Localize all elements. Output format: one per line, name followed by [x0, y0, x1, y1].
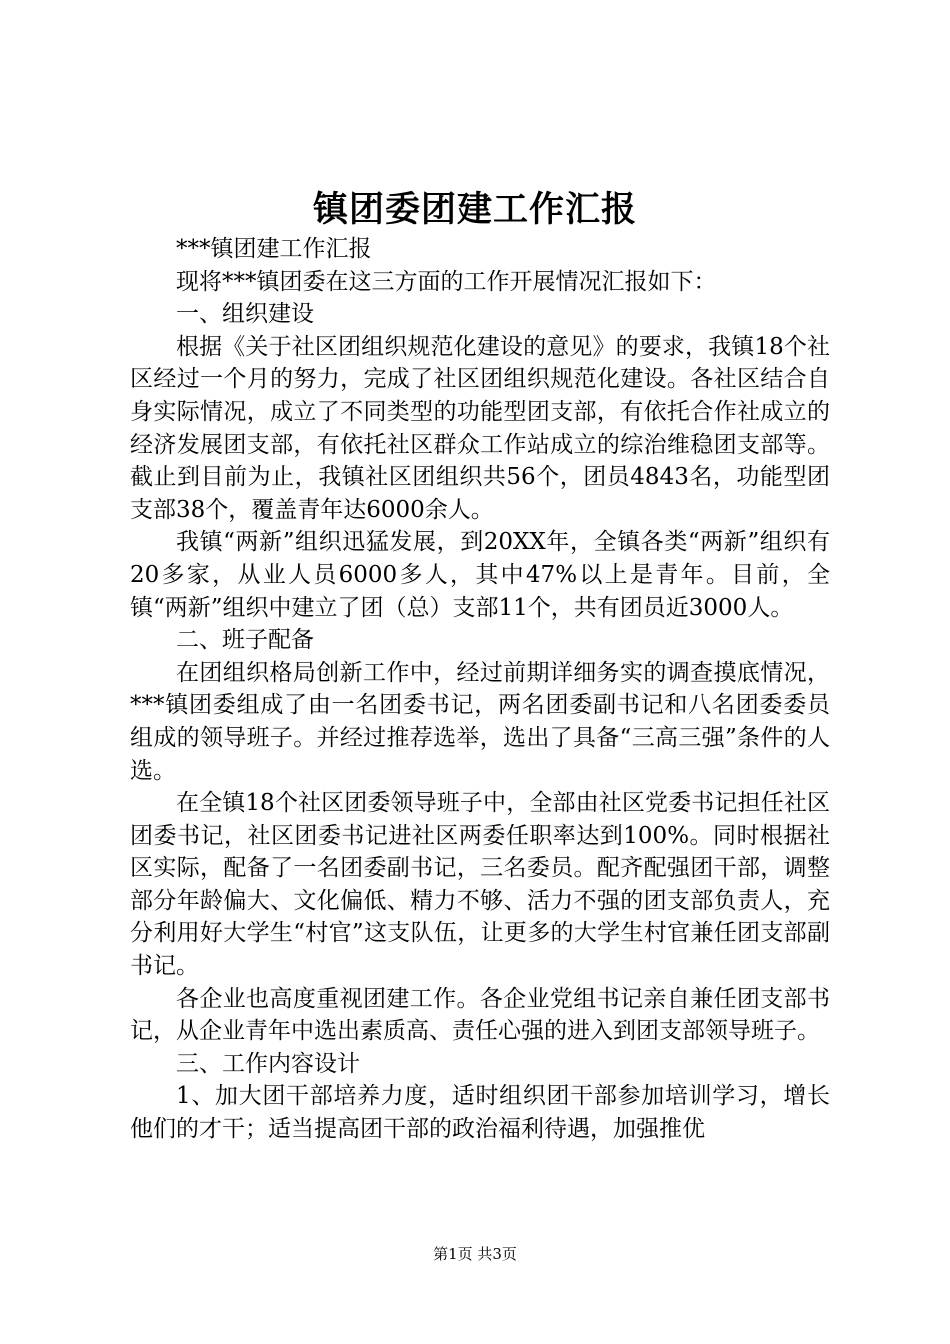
paragraph-intro: 现将***镇团委在这三方面的工作开展情况汇报如下：: [176, 268, 717, 295]
document-title: 镇团委团建工作汇报: [312, 189, 637, 230]
document-body: [130, 233, 830, 1146]
paragraph: 在全镇18个社区团委领导班子中，全部由社区党委书记担任社区团委书记，社区团委书记进社区两委任职率达到100%。同时根据社区实际，配备了一名团委副书记，三名委员。配齐配强团干部，调整部分年龄偏大、文化偏低、精力不够、活力不强的团支部负责人，充分利用好大学生“村官”这支队伍，让更多的大学生村官兼任团支部副书记。: [130, 790, 830, 980]
section-heading-2: 二、班子配备: [176, 627, 314, 654]
section-heading-1: 一、组织建设: [176, 301, 314, 328]
paragraph: 各企业也高度重视团建工作。各企业党组书记亲自兼任团支部书记，从企业青年中选出素质高、责任心强的进入到团支部领导班子。: [130, 985, 830, 1045]
page-footer: 第1页 共3页: [433, 1245, 517, 1263]
paragraph: 1、加大团干部培养力度，适时组织团干部参加培训学习，增长他们的才干；适当提高团干部的政治福利待遇，加强推优: [130, 1083, 830, 1143]
paragraph-subtitle: ***镇团建工作汇报: [176, 236, 372, 262]
paragraph: 在团组织格局创新工作中，经过前期详细务实的调查摸底情况，***镇团委组成了由一名团委书记，两名团委副书记和八名团委委员组成的领导班子。并经过推荐选举，选出了具备“三高三强”条件的人选。: [130, 659, 830, 784]
paragraph: 根据《关于社区团组织规范化建设的意见》的要求，我镇18个社区经过一个月的努力，完成了社区团组织规范化建设。各社区结合自身实际情况，成立了不同类型的功能型团支部，有依托合作社成立的经济发展团支部，有依托社区群众工作站成立的综治维稳团支部等。截止到目前为止，我镇社区团组织共56个，团员4843名，功能型团支部38个，覆盖青年达6000余人。: [130, 333, 830, 523]
paragraph: 我镇“两新”组织迅猛发展，到20XX年，全镇各类“两新”组织有20多家，从业人员6000多人，其中47%以上是青年。目前，全镇“两新”组织中建立了团（总）支部11个，共有团员近3000人。: [130, 529, 830, 621]
section-heading-3: 三、工作内容设计: [176, 1050, 360, 1077]
